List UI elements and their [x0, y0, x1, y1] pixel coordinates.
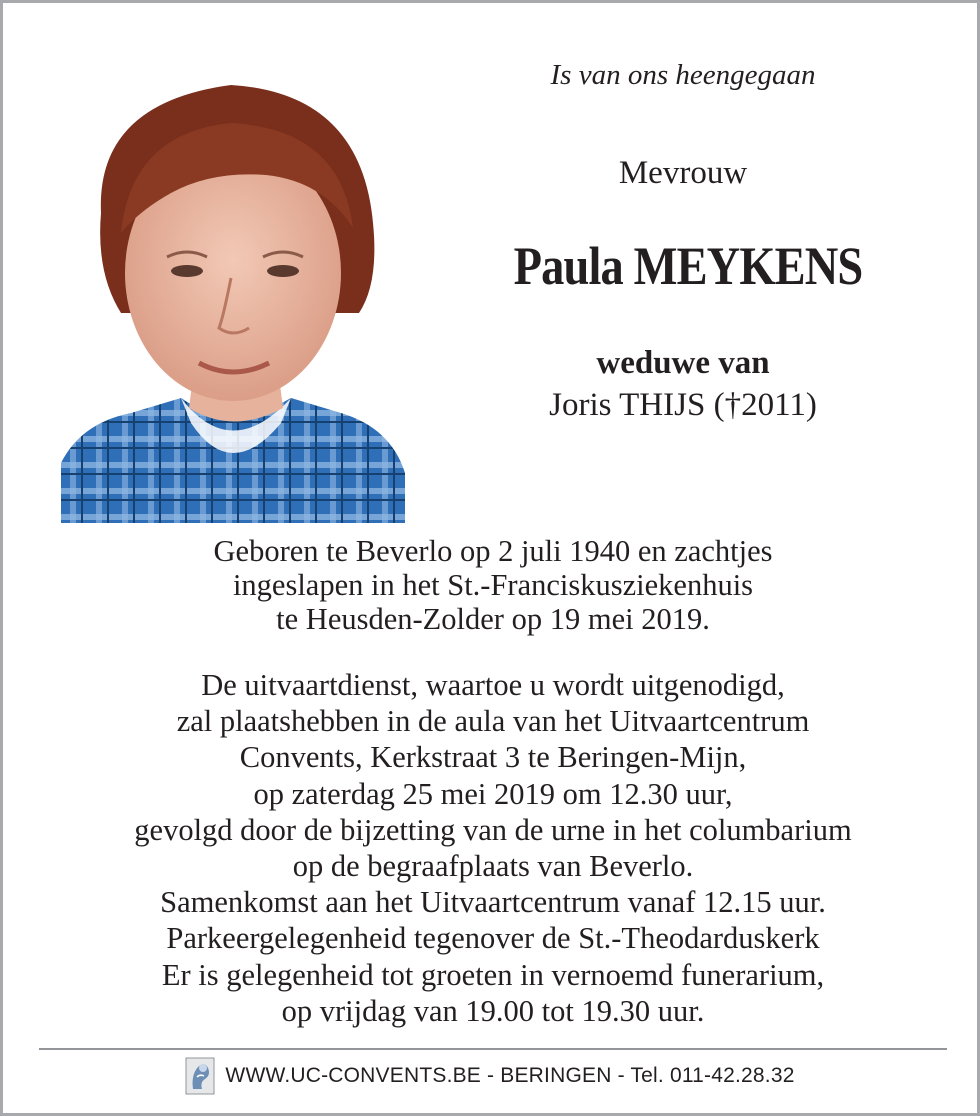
bio-line: ingeslapen in het St.-Franciskusziekenhuis	[232, 568, 754, 602]
honorific-title: Mevrouw	[618, 155, 748, 191]
detail-line: De uitvaartdienst, waartoe u wordt uitgenodigd,	[201, 668, 785, 702]
detail-line: Er is gelegenheid tot groeten in vernoemd funerarium,	[161, 957, 825, 992]
detail-line: Parkeergelegenheid tegenover de St.-Theodarduskerk	[166, 921, 820, 956]
intro-phrase: Is van ons heengegaan	[550, 59, 816, 91]
detail-line: Samenkomst aan het Uitvaartcentrum vanaf 12.15 uur.	[160, 885, 826, 920]
bio-line: te Heusden-Zolder op 19 mei 2019.	[276, 602, 710, 636]
bio-line: Geboren te Beverlo op 2 juli 1940 en zachtjes	[213, 534, 773, 568]
footer	[3, 1053, 977, 1099]
deceased-name: Paula MEYKENS	[513, 236, 863, 296]
detail-line: Convents, Kerkstraat 3 te Beringen-Mijn,	[239, 740, 747, 775]
detail-line: op zaterdag 25 mei 2019 om 12.30 uur,	[253, 776, 733, 811]
funeral-home-contact: WWW.UC-CONVENTS.BE - BERINGEN - Tel. 011-42.28.32	[225, 1064, 795, 1087]
detail-line: op de begraafplaats van Beverlo.	[292, 849, 694, 884]
relation-label: weduwe van	[596, 345, 770, 381]
spouse-name: Joris THIJS (†2011)	[549, 387, 817, 423]
footer-divider	[39, 1048, 947, 1050]
relation-block	[473, 342, 893, 426]
detail-line: op vrijdag van 19.00 tot 19.30 uur.	[281, 993, 705, 1028]
birth-death-text	[33, 534, 953, 636]
detail-line: zal plaatshebben in de aula van het Uitvaartcentrum	[176, 704, 810, 739]
madonna-logo-icon	[185, 1057, 215, 1095]
funeral-details-text	[33, 667, 953, 1029]
portrait-photo	[61, 63, 405, 523]
detail-line: gevolgd door de bijzetting van de urne in het columbarium	[134, 812, 852, 847]
